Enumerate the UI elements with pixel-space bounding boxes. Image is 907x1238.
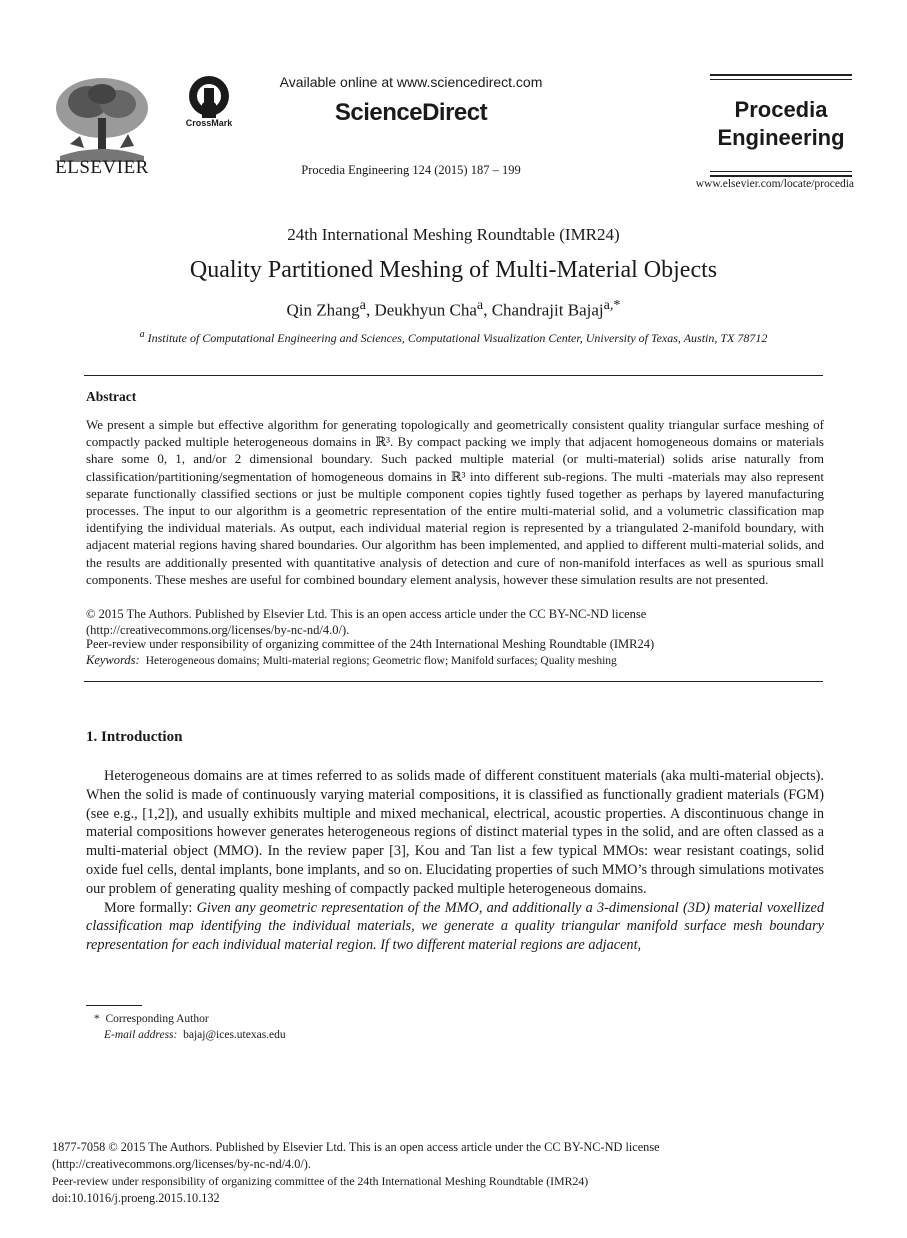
paper-title: Quality Partitioned Meshing of Multi-Material Objects: [189, 257, 718, 283]
abstract-body: We present a simple but effective algorithm for generating topologically and geometrically consistent quality triangular surface meshing of compactly packed multiple heterogeneous domains in ℝ³. By compact packing we imply that adjacent homogeneous domains or materials share some 0, 1, and/or 2 dimensional boundary. Such packed multiple material (or multi-material) solids arise naturally from classification/partitioning/segmentation of homogeneous domains in ℝ³ into different sub-regions. The multi -materials may also represent separate functionally classified sections or just be multiple component copies tightly fused together as perhaps by layered manufacturing processes. The input to our algorithm is a geometric representation of the entire multi-material solid, and a volumetric classification map identifying the individual materials. As output, each individual material region is represented by a triangulated 2-manifold boundary, with adjacent material regions having shared boundaries. Our algorithm has been implemented, and applied to different multi-material solids, and the results are additionally presented with quantitative analysis of detection and cure of non-manifold interfaces as well as spurious small components. These meshes are useful for combined boundary element analysis, however these simulation results are not presented.: [86, 417, 824, 587]
author-separator: ,: [365, 300, 375, 320]
journal-masthead: [710, 74, 852, 178]
introduction-body: [86, 767, 824, 955]
paragraph-italic: Given any geometric representation of the MMO, and additionally a 3-dimensional (3D) material voxellized classification map identifying the individual materials, we generate a quality triangular manifold surface mesh boundary representation for each individual material region. If two different material regions are adjacent,: [86, 899, 824, 954]
email-line: [94, 1027, 286, 1043]
masthead-rule: [710, 79, 852, 80]
footnote: [94, 1011, 286, 1043]
abstract-heading: Abstract: [86, 389, 137, 404]
corresponding-author-label: Corresponding Author: [105, 1013, 209, 1025]
affiliation: [0, 329, 907, 346]
divider: [84, 681, 823, 682]
journal-name-line2: Engineering: [717, 125, 845, 150]
section-heading: 1. Introduction: [86, 729, 183, 745]
tree-icon: [50, 74, 154, 162]
author-affiliation-mark: a: [476, 297, 484, 313]
keywords: [86, 652, 617, 669]
journal-name-line1: Procedia: [734, 97, 828, 122]
paragraph-lead: More formally:: [104, 899, 197, 916]
masthead-rule: [710, 175, 852, 177]
journal-name: [710, 96, 852, 152]
author-name: Deukhyun Cha: [374, 300, 477, 320]
footer-doi[interactable]: doi:10.1016/j.proeng.2015.10.132: [52, 1191, 220, 1205]
author-name: Qin Zhang: [286, 300, 360, 320]
page-footer: [52, 1139, 842, 1207]
peer-review-note: Peer-review under responsibility of organizing committee of the 24th International Meshing Roundtable (IMR24): [86, 637, 655, 651]
author-separator: ,: [483, 300, 492, 320]
email-address[interactable]: bajaj@ices.utexas.edu: [183, 1029, 286, 1041]
journal-url-link[interactable]: www.elsevier.com/locate/procedia: [695, 178, 854, 190]
divider: [84, 375, 823, 376]
footer-license-link[interactable]: (http://creativecommons.org/licenses/by-nc-nd/4.0/).: [52, 1157, 311, 1171]
corresponding-author-note: [94, 1011, 286, 1027]
footnote-mark: *: [94, 1013, 100, 1025]
footer-license: 1877-7058 © 2015 The Authors. Published by Elsevier Ltd. This is an open access article under the CC BY-NC-ND license: [52, 1140, 660, 1154]
author-name: Chandrajit Bajaj: [491, 300, 604, 320]
footnote-divider: [86, 1005, 142, 1006]
email-label: E-mail address:: [104, 1029, 178, 1041]
journal-citation: Procedia Engineering 124 (2015) 187 – 199: [301, 163, 521, 177]
author-affiliation-mark: a,*: [603, 297, 621, 313]
author-affiliation-mark: a: [359, 297, 366, 313]
footer-peer-review: Peer-review under responsibility of organizing committee of the 24th International Meshing Roundtable (IMR24): [52, 1174, 589, 1188]
conference-name: 24th International Meshing Roundtable (IMR24): [287, 225, 620, 244]
paragraph: [86, 899, 824, 955]
masthead-rule: [710, 74, 852, 76]
available-online-link[interactable]: Available online at www.sciencedirect.com: [279, 74, 543, 90]
keywords-list: Heterogeneous domains; Multi-material regions; Geometric flow; Manifold surfaces; Quality meshing: [145, 655, 617, 667]
elsevier-wordmark: ELSEVIER: [55, 157, 149, 178]
affiliation-mark: a: [139, 329, 145, 340]
crossmark-label: CrossMark: [185, 118, 233, 128]
license-line-1: © 2015 The Authors. Published by Elsevier Ltd. This is an open access article under the CC BY-NC-ND license: [86, 607, 647, 621]
license-link[interactable]: (http://creativecommons.org/licenses/by-nc-nd/4.0/).: [86, 623, 350, 637]
author-list: [0, 297, 907, 321]
sciencedirect-wordmark: ScienceDirect: [334, 99, 488, 126]
keywords-label: Keywords:: [86, 653, 140, 667]
masthead-rule: [710, 171, 852, 172]
affiliation-text: Institute of Computational Engineering and Sciences, Computational Visualization Center, University of Texas, Austin, TX 78712: [147, 331, 768, 345]
paragraph: Heterogeneous domains are at times referred to as solids made of different constituent materials (aka multi-material objects). When the solid is made of continuously varying material compositions, it is classified as functionally gradient materials (FGM) (see e.g., [1,2]), and usually exhibits multiple and mixed mechanical, electrical, acoustic properties. A discontinuous change in material compositions however generates heterogeneous regions of distinct material types in the solid, and are often classed as a multi-material object (MMO). In the review paper [3], Kou and Tan list a few typical MMOs: wear resistant coatings, solid oxide fuel cells, dental implants, bone implants, and so on. Elucidating properties of such MMO’s through simulations motivates our problem of generating quality meshing of compactly packed multiple heterogeneous domains.: [86, 768, 824, 897]
